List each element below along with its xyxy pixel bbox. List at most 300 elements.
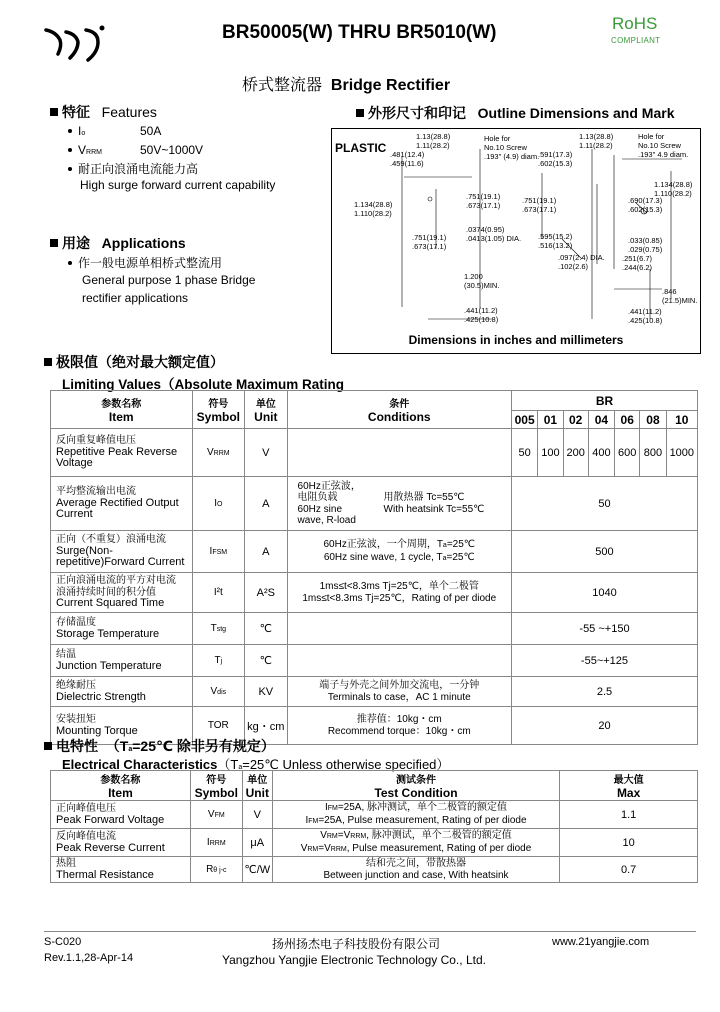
cond-line: =25A, Pulse measurement, Rating of per diode (318, 814, 527, 826)
item-cell (51, 677, 193, 707)
grade-cell: 06 (615, 411, 640, 429)
dim-r16: .441(11.2) (628, 307, 662, 316)
revision: Rev.1.1,28-Apr-14 (44, 952, 134, 964)
cond-line: 60Hz正弦波， (297, 480, 361, 492)
value-cell: -55~+125 (511, 645, 697, 677)
dim-l18: DIA. (506, 234, 522, 243)
cond-line: 推荐值：10kg・cm (356, 713, 442, 725)
cond-line: V (320, 829, 327, 841)
applications-heading (50, 233, 186, 253)
item-cn: 安装扭矩 (56, 714, 96, 725)
max-value-cell: 1.1 (560, 801, 698, 829)
cond-sub: FM (327, 804, 338, 812)
unit-cell: KV (245, 677, 287, 707)
item-cn: 正向（不重复）浪涌电流 (56, 534, 166, 546)
dim-label (579, 132, 613, 150)
cond-line: =V (318, 842, 331, 854)
col-item-cn: 参数名称 (100, 774, 141, 786)
dim-label (464, 272, 499, 290)
cond-line: Between junction and case, With heatsink (323, 869, 509, 881)
application-en1: General purpose 1 phase Bridge (82, 273, 256, 287)
col-cond-en: Conditions (367, 409, 431, 424)
dim-l20: .673(17.1) (412, 242, 447, 251)
col-cond-en: Test Condition (374, 785, 458, 800)
dim-r8: .690(17.3) (628, 196, 663, 205)
grade-cell: 005 (511, 411, 537, 429)
dim-l6: .481(12.4) (390, 150, 425, 159)
item-en: Thermal Resistance (56, 868, 154, 881)
col-unit-en: Unit (254, 409, 278, 424)
electrical-heading-en-text: Electrical Characteristics (62, 757, 218, 772)
cond-line: I (305, 814, 309, 826)
electrical-sub-sub: a (238, 764, 243, 771)
feature-surge-cn (68, 160, 198, 177)
symbol-main: V (207, 447, 214, 458)
col-cond-cn: 条件 (389, 398, 410, 410)
value-cell: -55 ~+150 (511, 613, 697, 645)
cond-line: 端子与外壳之间外加交流电，一分钟 (319, 679, 480, 691)
item-cn: 反向峰值电流 (56, 831, 116, 842)
cond-sub: a (442, 541, 447, 549)
page-title: BR50005(W) THRU BR5010(W) (222, 22, 497, 43)
electrical-heading-sub: a (128, 746, 133, 753)
item-en2: repetitive)Forward Current (56, 556, 185, 569)
condition-cell (272, 801, 559, 829)
electrical-table (50, 770, 698, 883)
feature-io (68, 124, 85, 138)
col-symbol-cn: 符号 (206, 774, 227, 786)
dim-r10: .033(0.85) (628, 236, 663, 245)
symbol-cell: I²t (192, 573, 245, 613)
value-cell: 400 (588, 429, 614, 477)
features-heading-en: Features (101, 104, 157, 120)
symbol-main: I (206, 837, 210, 848)
col-max-cn: 最大值 (613, 774, 644, 786)
table-header-row (51, 391, 698, 411)
io-symbol: I (78, 124, 82, 138)
table-row (51, 573, 698, 613)
grade-cell: 04 (588, 411, 614, 429)
conditions-cell (287, 645, 511, 677)
symbol-main: T (210, 623, 217, 634)
unit-cell: A²S (245, 573, 287, 613)
dot-bullet-icon (68, 261, 72, 265)
value-cell: 500 (511, 531, 697, 573)
cond-line: 结和壳之间，带散热器 (366, 857, 466, 869)
dim-label (538, 150, 572, 168)
symbol-cell (192, 531, 245, 573)
col-conditions-header (287, 391, 511, 429)
dim-l10: 1.134(28.8) (354, 200, 393, 209)
grade-cell: 10 (666, 411, 697, 429)
item-cell (51, 531, 193, 573)
item-cell (51, 857, 191, 883)
dim-label (354, 200, 392, 218)
outline-heading-cn: 外形尺寸和印记 (368, 105, 466, 121)
application-cn (68, 254, 222, 271)
grade-cell: 02 (563, 411, 588, 429)
cond-sub: RM (326, 832, 338, 840)
doc-code: S-C020 (44, 936, 82, 948)
value-cell: 1040 (511, 573, 697, 613)
item-cell (51, 801, 191, 829)
table-row (51, 677, 698, 707)
item-en: Peak Forward Voltage (56, 813, 165, 826)
dim-l5: .193" (4.9) diam. (484, 152, 540, 161)
table-row (51, 477, 698, 531)
col-br-header: BR (511, 391, 697, 411)
limiting-heading-en: Limiting Values（Absolute Maximum Rating (62, 377, 345, 392)
symbol-sub: θ j-c (213, 867, 227, 874)
company-name-en: Yangzhou Yangjie Electronic Technology Co., Ltd. (222, 953, 486, 967)
symbol-cell (190, 829, 242, 857)
dim-r9: .602(15.3) (628, 205, 663, 214)
symbol-cell (192, 645, 245, 677)
value-cell: 50 (511, 477, 697, 531)
item-en1: Storage Temperature (56, 627, 160, 640)
conditions-cell (287, 477, 511, 531)
col-max-header (560, 771, 698, 801)
item-en1: Surge(Non- (56, 544, 113, 557)
application-cn-text: 作一般电源单相桥式整流用 (78, 256, 223, 270)
dim-label (466, 192, 500, 210)
dim-l14: .751(19.1) (522, 196, 557, 205)
dim-r17: .425(10.8) (628, 316, 663, 325)
col-symbol-header (190, 771, 242, 801)
item-cn: 结温 (56, 649, 76, 660)
electrical-sub-ta: （T (217, 757, 239, 772)
symbol-sub: dis (217, 689, 227, 696)
col-symbol-cn: 符号 (208, 398, 229, 410)
cond-line: 60Hz sine (297, 503, 343, 515)
symbol-cell (190, 857, 242, 883)
symbol-main: V (210, 686, 218, 697)
symbol-cell (192, 477, 245, 531)
symbol-sub: RRM (209, 840, 226, 847)
dim-l21: .595(15.2) (538, 232, 573, 241)
dim-l8: .591(17.3) (538, 150, 573, 159)
unit-cell: ℃ (245, 613, 287, 645)
item-cn: 正向浪涌电流的平方对电流 (56, 575, 176, 587)
col-cond-cn: 测试条件 (396, 774, 436, 786)
dim-r4: No.10 Screw (638, 141, 681, 150)
condition-cell (272, 829, 559, 857)
square-bullet-icon (50, 108, 58, 116)
dim-l27: (30.5)MIN. (464, 281, 500, 290)
value-cell: 100 (538, 429, 563, 477)
item-en1: Mounting Torque (56, 724, 138, 737)
square-bullet-icon (50, 239, 58, 247)
feature-vrrm-value: 50V~1000V (140, 143, 204, 157)
outline-heading (356, 103, 675, 123)
dot-bullet-icon (68, 148, 72, 152)
condition-cell (272, 857, 559, 883)
item-cn: 反向重复峰值电压 (56, 435, 136, 447)
dim-r15: (21.5)MIN. (662, 296, 698, 305)
dim-l23: .097(2.4) (558, 253, 589, 262)
dim-label (628, 307, 662, 325)
dim-r2: 1.11(28.2) (579, 141, 613, 150)
max-value-cell: 0.7 (560, 857, 698, 883)
cond-line: Terminals to case，AC 1 minute (327, 691, 471, 703)
dim-label (412, 233, 446, 251)
vrrm-symbol: V (78, 143, 87, 157)
cond-line: 用散热器 Tc=55℃ (383, 492, 465, 503)
unit-cell: μA (242, 829, 272, 857)
symbol-cell (192, 677, 245, 707)
symbol-main: R (206, 864, 214, 875)
dim-label (638, 132, 688, 159)
dim-r5: .193" 4.9 diam. (638, 150, 689, 159)
item-cn: 正向峰值电压 (56, 803, 116, 814)
rohs-compliant: COMPLIANT (611, 36, 661, 45)
value-cell: 200 (563, 429, 588, 477)
dim-l19: .751(19.1) (412, 233, 447, 242)
col-unit-cn: 单位 (247, 774, 268, 786)
cond-line: 电阻负载 (297, 492, 338, 503)
col-symbol-en: Symbol (194, 785, 238, 800)
cond-line: =25A, 脉冲测试，单个二极管的额定值 (337, 801, 508, 813)
cond-line: Recommend torque：10kg・cm (327, 725, 471, 737)
unit-cell: A (245, 477, 287, 531)
item-cell (51, 645, 193, 677)
col-unit-header (245, 391, 287, 429)
grade-cell: 01 (538, 411, 563, 429)
table-row (51, 613, 698, 645)
cond-line: =25℃ (446, 538, 476, 550)
dim-l26: 1.200 (464, 272, 483, 281)
value-cell: 20 (511, 707, 697, 745)
unit-cell: V (245, 429, 287, 477)
conditions-cell (287, 531, 511, 573)
cond-line: , 脉冲测试，单个二极管的额定值 (366, 829, 512, 841)
dim-l13: .673(17.1) (466, 201, 501, 210)
dim-label (522, 196, 556, 214)
cond-line: =V (337, 829, 351, 841)
col-item-header (51, 771, 191, 801)
cond-line: =25℃ (446, 551, 475, 563)
cond-line: V (300, 842, 308, 854)
symbol-sub: RRM (213, 450, 230, 457)
dim-l11: 1.110(28.2) (354, 209, 392, 218)
plastic-label: PLASTIC (335, 141, 387, 155)
outline-drawing (331, 128, 701, 354)
dim-l4: No.10 Screw (484, 143, 527, 152)
dim-l15: .673(17.1) (522, 205, 557, 214)
unit-cell: A (245, 531, 287, 573)
dim-l1: 1.13(28.8) (416, 132, 451, 141)
conditions-cell (287, 677, 511, 707)
rohs-logo: RoHS (612, 14, 658, 33)
item-cell (51, 613, 193, 645)
cond-line: I (324, 801, 328, 813)
table-row (51, 829, 698, 857)
cond-sub: RRM (330, 845, 347, 853)
item-en2: Current (56, 508, 93, 521)
outline-caption: Dimensions in inches and millimeters (408, 333, 624, 347)
item-en1: Junction Temperature (56, 659, 162, 672)
item-en1: Average Rectified Output (56, 496, 179, 509)
col-item-en: Item (108, 785, 133, 800)
applications-heading-cn: 用途 (62, 235, 90, 251)
symbol-main: V (207, 809, 215, 820)
application-en2: rectifier applications (82, 291, 189, 305)
dim-l29: .425(10.8) (464, 315, 499, 324)
io-sub: o (81, 130, 86, 137)
item-en1: Repetitive Peak Reverse (56, 445, 178, 458)
limiting-heading-cn (44, 352, 224, 372)
value-cell: 50 (511, 429, 537, 477)
vrrm-sub: RRM (86, 149, 102, 156)
item-cell (51, 477, 193, 531)
dim-l22: .516(13.2) (538, 241, 573, 250)
cond-sub: a (442, 554, 447, 562)
col-item-cn: 参数名称 (101, 398, 142, 410)
dim-r7: 1.110(28.2) (654, 189, 692, 198)
unit-cell: ℃/W (242, 857, 272, 883)
symbol-main: I (214, 498, 217, 509)
value-cell: 1000 (666, 429, 697, 477)
outline-heading-en: Outline Dimensions and Mark (477, 105, 675, 121)
company-logo (42, 22, 110, 62)
dim-label (464, 306, 498, 324)
subtitle-cn: 桥式整流器 (242, 77, 323, 94)
cond-sub: RRM (350, 832, 367, 840)
value-cell: 2.5 (511, 677, 697, 707)
symbol-sub: j (220, 658, 223, 665)
dim-r12: .251(6.7) (622, 254, 653, 263)
table-row (51, 801, 698, 829)
company-name-cn: 扬州扬杰电子科技股份有限公司 (272, 937, 441, 951)
symbol-main: I (209, 546, 213, 557)
electrical-sub-rest: =25℃ Unless otherwise specified） (242, 757, 450, 772)
cond-line: , Pulse measurement, Rating of per diode (346, 842, 532, 854)
dim-l17: .0413(1.05) (466, 234, 505, 243)
col-unit-cn: 单位 (255, 398, 276, 410)
dot-bullet-icon (68, 129, 72, 133)
dim-l7: .459(11.6) (390, 159, 424, 168)
conditions-cell (287, 429, 511, 477)
symbol-sub: O (216, 501, 223, 508)
symbol-main: T (214, 655, 221, 666)
dim-label (558, 253, 605, 271)
square-bullet-icon (44, 358, 52, 366)
subtitle (242, 72, 450, 95)
col-unit-header (242, 771, 272, 801)
dim-l25: DIA. (590, 253, 605, 262)
limiting-heading-cn-text: 极限值（绝对最大额定值） (56, 354, 224, 370)
dim-label (628, 196, 662, 214)
item-en1: Current Squared Time (56, 597, 165, 610)
item-cn: 热阻 (56, 858, 76, 869)
dim-l28: .441(11.2) (464, 306, 498, 315)
dim-r1: 1.13(28.8) (579, 132, 614, 141)
col-item-header (51, 391, 193, 429)
dim-l24: .102(2.6) (558, 262, 589, 271)
item-cell (51, 429, 193, 477)
dim-r6: 1.134(28.8) (654, 180, 693, 189)
dim-r14: .846 (662, 287, 677, 296)
dim-label (484, 134, 539, 161)
dim-label (538, 232, 572, 250)
symbol-cell: TOR (192, 707, 245, 745)
cond-sub: FM (308, 817, 319, 825)
table-header-row (51, 771, 698, 801)
item-en: Peak Reverse Current (56, 841, 165, 854)
symbol-sub: FSM (212, 549, 228, 556)
col-item-en: Item (108, 409, 134, 424)
square-bullet-icon (356, 109, 364, 117)
dim-l12: .751(19.1) (466, 192, 501, 201)
col-condition-header (272, 771, 559, 801)
table-row (51, 857, 698, 883)
dim-label (416, 132, 450, 150)
unit-cell: kg・cm (245, 707, 287, 745)
conditions-cell (287, 573, 511, 613)
dim-r3: Hole for (638, 132, 665, 141)
symbol-cell (192, 613, 245, 645)
symbol-cell (190, 801, 242, 829)
item-cell (51, 573, 193, 613)
cond-line: 60Hz正弦波，一个周期，T (323, 538, 443, 550)
grade-cell: 08 (640, 411, 666, 429)
surge-cn: 耐正向浪涌电流能力高 (78, 162, 199, 176)
item-en2: Voltage (56, 457, 93, 470)
symbol-sub: FM (214, 812, 225, 819)
cond-line: 60Hz sine wave, 1 cycle, T (323, 551, 443, 563)
electrical-heading-ta: （T (105, 738, 129, 754)
unit-cell: V (242, 801, 272, 829)
feature-vrrm (68, 143, 102, 157)
dim-label (622, 254, 652, 272)
col-max-en: Max (616, 785, 641, 800)
value-cell: 600 (615, 429, 640, 477)
dim-r11: .029(0.75) (628, 245, 663, 254)
subtitle-en: Bridge Rectifier (330, 77, 451, 94)
symbol-cell (192, 429, 245, 477)
features-heading-cn: 特征 (62, 104, 90, 120)
col-unit-en: Unit (245, 785, 269, 800)
col-symbol-header (192, 391, 245, 429)
table-row (51, 645, 698, 677)
dim-label (390, 150, 424, 168)
unit-cell: ℃ (245, 645, 287, 677)
feature-surge-en: High surge forward current capability (80, 178, 276, 192)
cond-sub: RM (307, 845, 319, 853)
table-row (51, 429, 698, 477)
cond-line: 1ms≤t<8.3ms Tj=25℃，Rating of per diode (302, 592, 497, 604)
item-cn: 平均整流输出电流 (56, 486, 136, 498)
cond-line: 1ms≤t<8.3ms Tj=25℃，单个二极管 (319, 580, 479, 592)
electrical-heading-cn-text: 电特性 (56, 738, 98, 754)
cond-line: With heatsink Tc=55℃ (383, 503, 485, 515)
item-cell (51, 829, 191, 857)
item-cn: 绝缘耐压 (56, 680, 96, 691)
item-en1: Dielectric Strength (56, 690, 146, 703)
features-heading (50, 102, 157, 122)
conditions-cell (287, 707, 511, 745)
electrical-heading-rest: =25℃ 除非另有规定） (132, 738, 275, 754)
feature-io-value: 50A (140, 124, 162, 138)
dim-label (628, 236, 662, 254)
cond-line: wave, R-load (297, 515, 356, 526)
value-cell: 800 (640, 429, 666, 477)
max-value-cell: 10 (560, 829, 698, 857)
dim-l16: .0374(0.95) (466, 225, 505, 234)
website-link[interactable]: www.21yangjie.com (552, 936, 650, 948)
dot-bullet-icon (68, 167, 72, 171)
applications-heading-en: Applications (101, 235, 186, 251)
